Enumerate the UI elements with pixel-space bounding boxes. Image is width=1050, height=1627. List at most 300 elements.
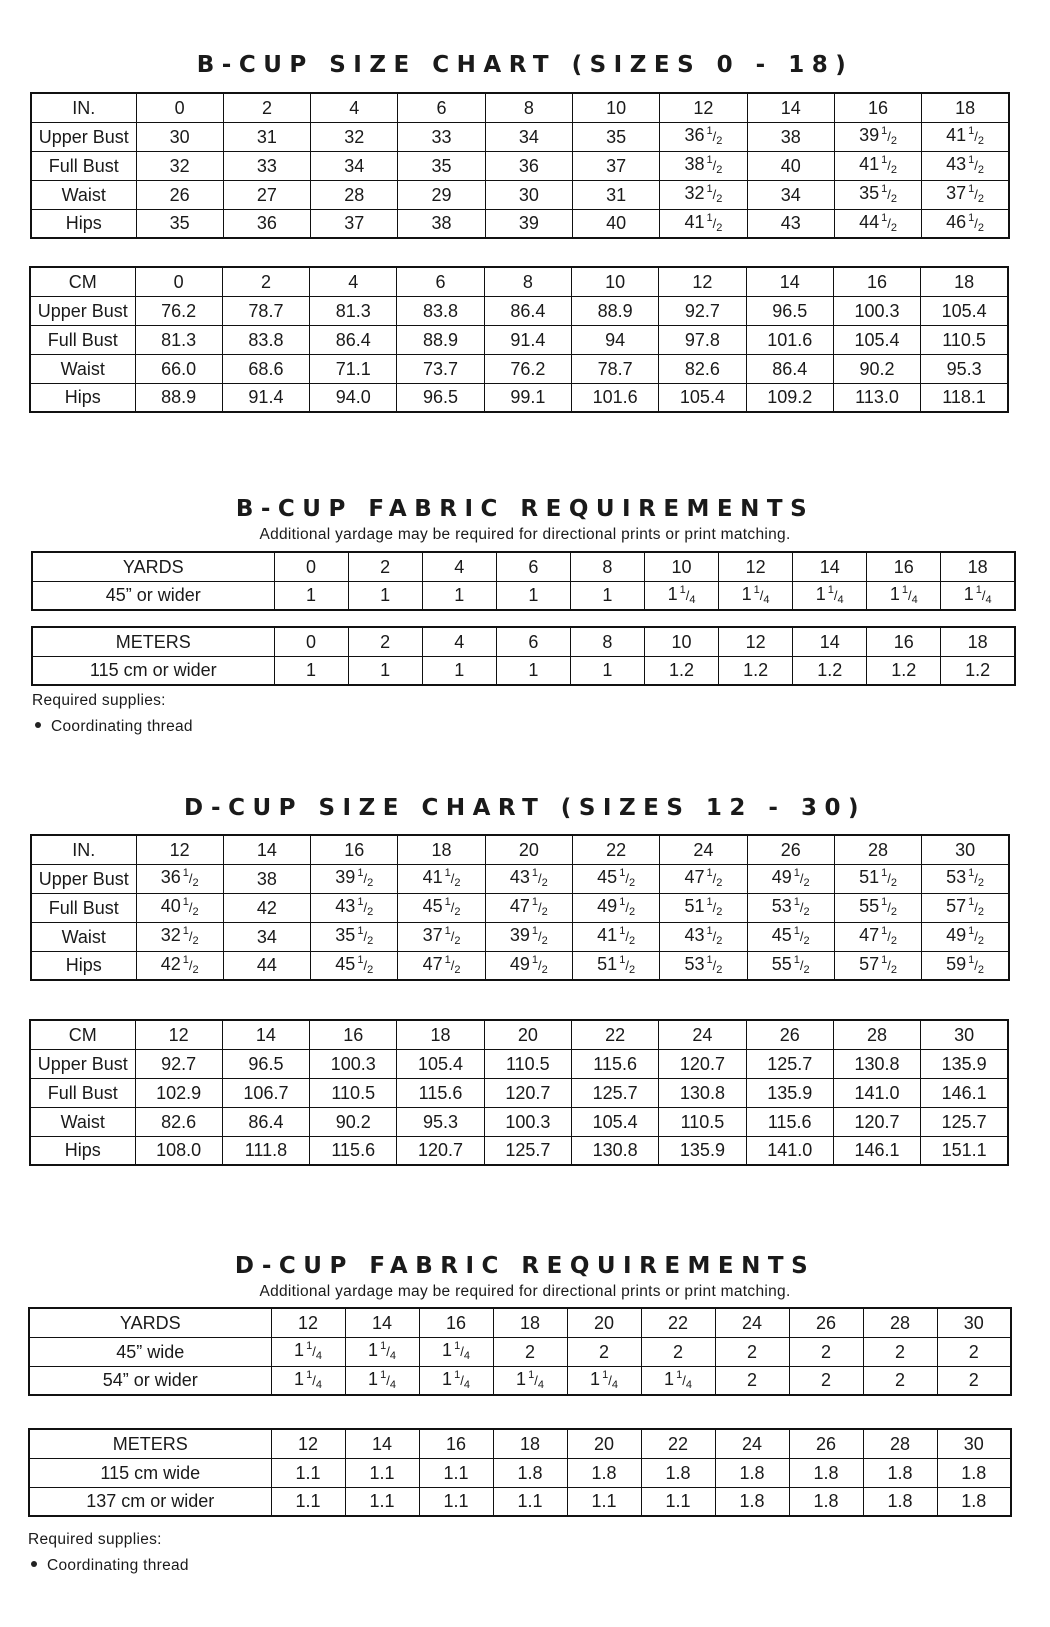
fraction-value: 51 $^1$/2 xyxy=(684,896,723,918)
table-cell xyxy=(922,122,1009,151)
size-header-cell: 14 xyxy=(223,835,310,864)
bcup-fabric-title: B-CUP FABRIC REQUIREMENTS xyxy=(235,496,815,522)
fraction-value: 47 $^1$/2 xyxy=(509,896,548,918)
size-header-cell: 4 xyxy=(422,627,496,656)
table-cell xyxy=(567,1366,641,1395)
table-cell: 1.8 xyxy=(641,1458,715,1487)
table-cell xyxy=(922,893,1009,922)
table-row xyxy=(30,1136,1008,1165)
size-header-cell: 10 xyxy=(571,267,658,296)
size-header-cell: 18 xyxy=(941,627,1015,656)
table-cell xyxy=(922,151,1009,180)
table-cell: 35 xyxy=(572,122,659,151)
row-label: Full Bust xyxy=(31,151,136,180)
table-cell: 120.7 xyxy=(659,1049,746,1078)
table-cell: 1.8 xyxy=(789,1487,863,1516)
table-cell: 130.8 xyxy=(833,1049,920,1078)
table-cell: 90.2 xyxy=(310,1107,397,1136)
size-header-cell: 8 xyxy=(485,93,572,122)
table-cell xyxy=(419,1337,493,1366)
size-header-cell: 12 xyxy=(136,835,223,864)
size-header-cell: 24 xyxy=(715,1429,789,1458)
table-cell: 32 xyxy=(136,151,223,180)
fraction-value: 43 $^1$/2 xyxy=(335,896,374,918)
table-cell: 146.1 xyxy=(921,1078,1008,1107)
table-cell xyxy=(398,893,485,922)
table-row xyxy=(30,1049,1008,1078)
fraction-value: 45 $^1$/2 xyxy=(597,867,636,889)
table-cell: 102.9 xyxy=(135,1078,222,1107)
size-header-cell: 0 xyxy=(274,552,348,581)
size-header-cell: 2 xyxy=(348,552,422,581)
bcup-size-cm-table xyxy=(29,266,1009,413)
table-header-row xyxy=(29,1429,1011,1458)
size-header-cell: 22 xyxy=(641,1429,715,1458)
table-cell xyxy=(419,1366,493,1395)
table-cell xyxy=(485,893,572,922)
size-header-cell: 28 xyxy=(863,1429,937,1458)
bcup-fabric-yards-table xyxy=(31,551,1016,611)
fraction-value: 35 $^1$/2 xyxy=(335,925,374,947)
table-cell: 99.1 xyxy=(484,383,571,412)
table-cell: 1 xyxy=(496,581,570,610)
size-header-cell: 4 xyxy=(310,267,397,296)
table-cell: 86.4 xyxy=(746,354,833,383)
fraction-value: 39 $^1$/2 xyxy=(509,925,548,947)
table-cell xyxy=(834,209,921,238)
fraction-value: 53 $^1$/2 xyxy=(946,867,985,889)
table-cell: 2 xyxy=(715,1366,789,1395)
table-cell: 96.5 xyxy=(746,296,833,325)
table-cell: 76.2 xyxy=(484,354,571,383)
table-cell xyxy=(834,893,921,922)
table-cell xyxy=(311,922,398,951)
table-cell: 1.8 xyxy=(937,1458,1011,1487)
table-header-row xyxy=(31,835,1009,864)
table-cell: 34 xyxy=(747,180,834,209)
table-cell xyxy=(311,951,398,980)
table-cell xyxy=(834,122,921,151)
fraction-value: 41 $^1$/2 xyxy=(597,925,636,947)
table-cell xyxy=(660,180,747,209)
table-cell: 1.1 xyxy=(345,1487,419,1516)
size-header-cell: 16 xyxy=(834,93,921,122)
table-cell: 68.6 xyxy=(222,354,309,383)
table-row xyxy=(31,151,1009,180)
table-row xyxy=(31,864,1009,893)
table-cell: 1 xyxy=(570,656,644,685)
table-cell xyxy=(793,581,867,610)
size-header-cell: 0 xyxy=(274,627,348,656)
row-label: 45” or wider xyxy=(32,581,274,610)
fraction-value: 1 $^1$/4 xyxy=(963,583,992,606)
table-cell: 135.9 xyxy=(659,1136,746,1165)
table-cell xyxy=(867,581,941,610)
fraction-value: 37 $^1$/2 xyxy=(422,925,461,947)
table-cell: 110.5 xyxy=(484,1049,571,1078)
size-header-cell: 12 xyxy=(271,1429,345,1458)
fraction-value: 42 $^1$/2 xyxy=(160,953,199,976)
table-cell: 88.9 xyxy=(135,383,222,412)
table-cell xyxy=(493,1366,567,1395)
table-cell xyxy=(660,209,747,238)
table-cell: 95.3 xyxy=(397,1107,484,1136)
table-row xyxy=(31,951,1009,980)
unit-label: YARDS xyxy=(32,552,274,581)
table-cell: 44 xyxy=(223,951,310,980)
fraction-value: 46 $^1$/2 xyxy=(946,211,985,234)
table-cell: 1.8 xyxy=(493,1458,567,1487)
table-row xyxy=(29,1487,1011,1516)
bcup-size-chart-title: B-CUP SIZE CHART (SIZES 0 - 18) xyxy=(196,52,854,78)
fraction-value: 47 $^1$/2 xyxy=(859,925,897,947)
table-cell xyxy=(345,1366,419,1395)
size-header-cell: 8 xyxy=(570,552,644,581)
table-cell: 34 xyxy=(223,922,310,951)
fraction-value: 38 $^1$/2 xyxy=(684,154,723,176)
table-cell: 94.0 xyxy=(310,383,397,412)
table-cell: 38 xyxy=(223,864,310,893)
table-cell: 66.0 xyxy=(135,354,222,383)
table-cell: 100.3 xyxy=(833,296,920,325)
size-header-cell: 20 xyxy=(567,1429,641,1458)
table-cell: 34 xyxy=(485,122,572,151)
table-cell: 1.8 xyxy=(715,1487,789,1516)
fraction-value: 1 $^1$/4 xyxy=(889,583,918,606)
table-cell: 2 xyxy=(937,1366,1011,1395)
table-cell: 91.4 xyxy=(484,325,571,354)
table-cell xyxy=(660,922,747,951)
size-header-cell: 14 xyxy=(345,1308,419,1337)
table-cell: 96.5 xyxy=(397,383,484,412)
table-cell: 1.1 xyxy=(493,1487,567,1516)
dcup-fabric-yards-table xyxy=(28,1307,1012,1396)
table-row xyxy=(29,1366,1011,1395)
dcup-fabric-title: D-CUP FABRIC REQUIREMENTS xyxy=(234,1253,816,1279)
dcup-required-supplies xyxy=(28,1531,189,1575)
table-header-row xyxy=(30,1020,1008,1049)
table-cell: 2 xyxy=(715,1337,789,1366)
table-cell: 39 xyxy=(485,209,572,238)
table-cell: 35 xyxy=(398,151,485,180)
table-cell: 33 xyxy=(398,122,485,151)
table-row xyxy=(30,325,1008,354)
table-cell: 135.9 xyxy=(921,1049,1008,1078)
size-header-cell: 16 xyxy=(867,552,941,581)
table-cell: 37 xyxy=(311,209,398,238)
dcup-fabric-subtitle: Additional yardage may be required for directional prints or print matching. xyxy=(259,1283,791,1300)
table-cell: 2 xyxy=(567,1337,641,1366)
table-cell: 106.7 xyxy=(222,1078,309,1107)
size-header-cell: 12 xyxy=(660,93,747,122)
table-cell xyxy=(136,893,223,922)
table-cell: 105.4 xyxy=(833,325,920,354)
table-row xyxy=(30,1078,1008,1107)
row-label: Waist xyxy=(31,180,136,209)
table-cell: 97.8 xyxy=(659,325,746,354)
fraction-value: 53 $^1$/2 xyxy=(684,953,723,976)
table-cell: 115.6 xyxy=(397,1078,484,1107)
table-cell: 86.4 xyxy=(484,296,571,325)
table-cell: 1.1 xyxy=(271,1487,345,1516)
table-cell: 120.7 xyxy=(484,1078,571,1107)
table-cell: 40 xyxy=(747,151,834,180)
size-header-cell: 24 xyxy=(660,835,747,864)
table-cell: 125.7 xyxy=(484,1136,571,1165)
size-header-cell: 12 xyxy=(659,267,746,296)
table-cell xyxy=(660,864,747,893)
size-header-cell: 0 xyxy=(135,267,222,296)
table-cell: 115.6 xyxy=(571,1049,658,1078)
size-header-cell: 14 xyxy=(222,1020,309,1049)
table-cell: 28 xyxy=(311,180,398,209)
table-cell: 110.5 xyxy=(659,1107,746,1136)
table-cell xyxy=(834,180,921,209)
table-header-row xyxy=(30,267,1008,296)
table-cell: 1 xyxy=(348,581,422,610)
table-cell: 71.1 xyxy=(310,354,397,383)
table-cell xyxy=(941,581,1015,610)
size-header-cell: 28 xyxy=(833,1020,920,1049)
table-cell: 40 xyxy=(572,209,659,238)
table-cell: 105.4 xyxy=(659,383,746,412)
table-cell: 78.7 xyxy=(571,354,658,383)
size-header-cell: 10 xyxy=(644,627,718,656)
table-cell: 2 xyxy=(641,1337,715,1366)
fraction-value: 49 $^1$/2 xyxy=(509,953,548,976)
size-header-cell: 24 xyxy=(659,1020,746,1049)
fraction-value: 59 $^1$/2 xyxy=(946,953,985,976)
fraction-value: 45 $^1$/2 xyxy=(771,925,810,947)
table-cell: 31 xyxy=(223,122,310,151)
fraction-value: 57 $^1$/2 xyxy=(946,896,985,918)
table-cell: 111.8 xyxy=(222,1136,309,1165)
table-cell: 36 xyxy=(223,209,310,238)
supply-item-label: Coordinating thread xyxy=(51,718,193,735)
size-header-cell: 28 xyxy=(834,835,921,864)
unit-label: CM xyxy=(30,1020,135,1049)
table-row xyxy=(30,354,1008,383)
table-cell xyxy=(136,922,223,951)
table-cell: 86.4 xyxy=(222,1107,309,1136)
row-label: Hips xyxy=(30,383,135,412)
size-header-cell: 18 xyxy=(941,552,1015,581)
fraction-value: 45 $^1$/2 xyxy=(335,953,374,976)
table-cell: 113.0 xyxy=(833,383,920,412)
size-header-cell: 0 xyxy=(136,93,223,122)
fraction-value: 45 $^1$/2 xyxy=(422,896,461,918)
fraction-value: 36 $^1$/2 xyxy=(160,867,199,889)
dcup-fabric-meters-table xyxy=(28,1428,1012,1517)
table-cell: 125.7 xyxy=(921,1107,1008,1136)
table-cell xyxy=(747,864,834,893)
table-cell xyxy=(311,864,398,893)
table-cell xyxy=(311,893,398,922)
table-cell: 101.6 xyxy=(746,325,833,354)
fraction-value: 51 $^1$/2 xyxy=(859,867,897,889)
table-cell: 1 xyxy=(496,656,570,685)
table-cell: 37 xyxy=(572,151,659,180)
table-cell: 1 xyxy=(348,656,422,685)
table-cell: 30 xyxy=(136,122,223,151)
table-row xyxy=(31,122,1009,151)
fraction-value: 39 $^1$/2 xyxy=(335,867,374,889)
table-cell: 88.9 xyxy=(397,325,484,354)
table-row xyxy=(31,893,1009,922)
table-cell: 1.2 xyxy=(941,656,1015,685)
table-cell: 141.0 xyxy=(833,1078,920,1107)
fraction-value: 57 $^1$/2 xyxy=(859,953,897,976)
table-cell: 100.3 xyxy=(310,1049,397,1078)
table-cell: 86.4 xyxy=(310,325,397,354)
table-cell xyxy=(345,1337,419,1366)
size-header-cell: 14 xyxy=(793,627,867,656)
table-cell: 146.1 xyxy=(833,1136,920,1165)
supply-item xyxy=(32,718,193,736)
table-row xyxy=(31,922,1009,951)
table-cell xyxy=(644,581,718,610)
table-cell xyxy=(485,922,572,951)
size-header-cell: 18 xyxy=(922,93,1009,122)
size-header-cell: 20 xyxy=(567,1308,641,1337)
fraction-value: 1 $^1$/4 xyxy=(368,1368,396,1391)
row-label: Waist xyxy=(31,922,136,951)
size-header-cell: 18 xyxy=(493,1308,567,1337)
row-label: Full Bust xyxy=(30,1078,135,1107)
table-cell: 1.8 xyxy=(937,1487,1011,1516)
fraction-value: 49 $^1$/2 xyxy=(597,896,636,918)
size-header-cell: 12 xyxy=(135,1020,222,1049)
fraction-value: 32 $^1$/2 xyxy=(684,183,723,205)
table-cell: 1.8 xyxy=(863,1487,937,1516)
table-cell: 1 xyxy=(274,656,348,685)
table-cell: 88.9 xyxy=(571,296,658,325)
table-cell: 91.4 xyxy=(222,383,309,412)
table-cell: 94 xyxy=(571,325,658,354)
fraction-value: 1 $^1$/4 xyxy=(815,583,844,606)
fraction-value: 36 $^1$/2 xyxy=(684,125,723,147)
fraction-value: 41 $^1$/2 xyxy=(422,867,461,889)
table-cell: 1.2 xyxy=(867,656,941,685)
table-cell: 118.1 xyxy=(921,383,1008,412)
table-cell xyxy=(136,951,223,980)
fraction-value: 53 $^1$/2 xyxy=(771,896,810,918)
table-cell: 1.2 xyxy=(644,656,718,685)
unit-label: METERS xyxy=(29,1429,271,1458)
table-cell xyxy=(641,1366,715,1395)
table-cell xyxy=(922,951,1009,980)
fraction-value: 1 $^1$/4 xyxy=(294,1368,322,1391)
table-cell: 105.4 xyxy=(397,1049,484,1078)
table-cell: 1.1 xyxy=(641,1487,715,1516)
supply-item xyxy=(28,1557,189,1575)
table-cell xyxy=(834,951,921,980)
table-cell: 34 xyxy=(311,151,398,180)
row-label: 54” or wider xyxy=(29,1366,271,1395)
dcup-size-chart-title: D-CUP SIZE CHART (SIZES 12 - 30) xyxy=(184,795,866,821)
size-header-cell: 6 xyxy=(496,627,570,656)
table-cell xyxy=(834,864,921,893)
table-row xyxy=(31,180,1009,209)
table-cell: 115.6 xyxy=(310,1136,397,1165)
unit-label: METERS xyxy=(32,627,274,656)
size-header-cell: 14 xyxy=(793,552,867,581)
table-cell: 32 xyxy=(311,122,398,151)
supply-item-label: Coordinating thread xyxy=(47,1557,189,1574)
fraction-value: 49 $^1$/2 xyxy=(771,867,810,889)
size-header-cell: 24 xyxy=(715,1308,789,1337)
size-header-cell: 18 xyxy=(921,267,1008,296)
table-cell: 1 xyxy=(422,581,496,610)
table-cell: 1.8 xyxy=(567,1458,641,1487)
size-header-cell: 4 xyxy=(422,552,496,581)
table-cell xyxy=(747,893,834,922)
row-label: Waist xyxy=(30,1107,135,1136)
size-header-cell: 30 xyxy=(937,1429,1011,1458)
table-cell: 81.3 xyxy=(135,325,222,354)
fraction-value: 1 $^1$/4 xyxy=(664,1368,692,1391)
fraction-value: 39 $^1$/2 xyxy=(859,125,897,147)
table-cell xyxy=(922,209,1009,238)
bullet-icon xyxy=(35,722,41,728)
table-cell: 82.6 xyxy=(659,354,746,383)
table-cell: 96.5 xyxy=(222,1049,309,1078)
table-row xyxy=(29,1458,1011,1487)
fraction-value: 47 $^1$/2 xyxy=(422,953,461,976)
size-header-cell: 22 xyxy=(641,1308,715,1337)
table-cell: 1 xyxy=(274,581,348,610)
table-row xyxy=(32,581,1015,610)
table-cell: 1.1 xyxy=(271,1458,345,1487)
table-cell xyxy=(572,951,659,980)
fraction-value: 1 $^1$/4 xyxy=(741,583,770,606)
table-cell: 110.5 xyxy=(921,325,1008,354)
table-header-row xyxy=(29,1308,1011,1337)
fraction-value: 41 $^1$/2 xyxy=(859,154,897,176)
table-cell: 125.7 xyxy=(571,1078,658,1107)
table-cell xyxy=(485,951,572,980)
size-header-cell: 16 xyxy=(419,1429,493,1458)
fraction-value: 1 $^1$/4 xyxy=(294,1340,322,1362)
table-cell: 105.4 xyxy=(571,1107,658,1136)
table-cell: 2 xyxy=(863,1366,937,1395)
row-label: Full Bust xyxy=(30,325,135,354)
table-cell xyxy=(136,864,223,893)
table-cell xyxy=(398,922,485,951)
table-cell: 1.2 xyxy=(719,656,793,685)
row-label: 115 cm wide xyxy=(29,1458,271,1487)
row-label: Upper Bust xyxy=(31,122,136,151)
row-label: Hips xyxy=(30,1136,135,1165)
size-header-cell: 6 xyxy=(496,552,570,581)
table-cell: 43 xyxy=(747,209,834,238)
size-header-cell: 30 xyxy=(937,1308,1011,1337)
fraction-value: 43 $^1$/2 xyxy=(946,154,985,176)
table-row xyxy=(32,656,1015,685)
bcup-required-supplies xyxy=(32,692,193,736)
table-cell xyxy=(922,180,1009,209)
table-cell: 78.7 xyxy=(222,296,309,325)
size-header-cell: 14 xyxy=(345,1429,419,1458)
fraction-value: 32 $^1$/2 xyxy=(160,925,199,947)
table-cell xyxy=(747,951,834,980)
size-header-cell: 28 xyxy=(863,1308,937,1337)
row-label: Waist xyxy=(30,354,135,383)
table-cell: 31 xyxy=(572,180,659,209)
fraction-value: 41 $^1$/2 xyxy=(946,125,985,147)
dcup-size-cm-table xyxy=(29,1019,1009,1166)
table-cell xyxy=(398,951,485,980)
